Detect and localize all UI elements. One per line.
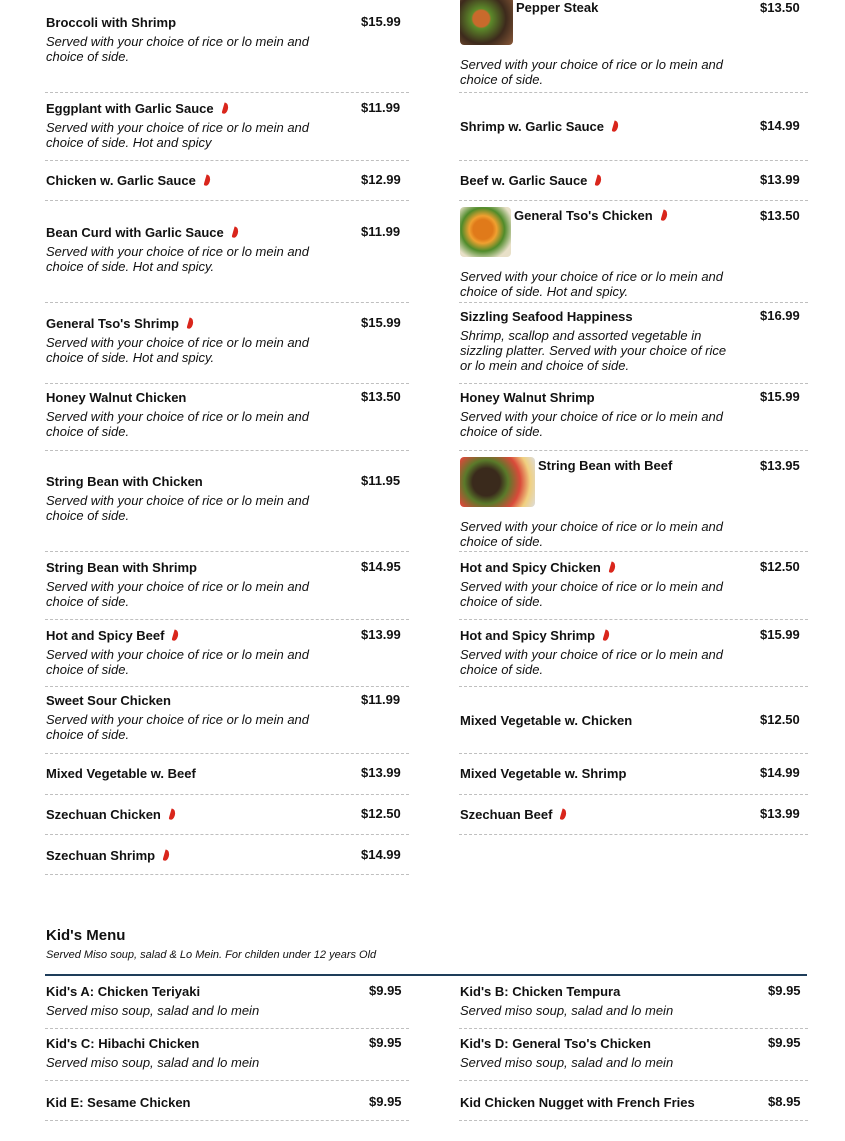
item-name bbox=[46, 316, 193, 331]
item-price: $13.99 bbox=[760, 806, 800, 821]
item-name-text: String Bean with Shrimp bbox=[46, 560, 197, 575]
menu-item bbox=[45, 201, 409, 303]
item-name-text: Beef w. Garlic Sauce bbox=[460, 173, 588, 188]
item-name-text: Szechuan Beef bbox=[460, 807, 553, 822]
kids-menu-subtitle: Served Miso soup, salad & Lo Mein. For childen under 12 years Old bbox=[46, 949, 377, 961]
menu-item bbox=[45, 384, 409, 451]
item-description: Served with your choice of rice or lo mein and choice of side. bbox=[460, 647, 724, 677]
item-name-text: Eggplant with Garlic Sauce bbox=[46, 101, 214, 116]
item-description: Served miso soup, salad and lo mein bbox=[46, 1055, 260, 1070]
chili-pepper-icon bbox=[612, 121, 620, 133]
chili-pepper-icon bbox=[231, 227, 239, 239]
dish-photo bbox=[460, 0, 513, 45]
item-name bbox=[516, 0, 598, 15]
menu-item bbox=[459, 1029, 808, 1081]
item-description: Served with your choice of rice or lo mein and choice of side. Hot and spicy bbox=[46, 120, 310, 150]
menu-item bbox=[45, 687, 409, 754]
item-name bbox=[460, 807, 566, 822]
chili-pepper-icon bbox=[221, 103, 229, 115]
item-name bbox=[460, 628, 609, 643]
item-name bbox=[46, 15, 176, 30]
item-name bbox=[460, 1036, 651, 1051]
item-price: $15.99 bbox=[760, 627, 800, 642]
dish-photo bbox=[460, 207, 511, 257]
item-name bbox=[46, 560, 197, 575]
item-price: $11.99 bbox=[361, 224, 401, 239]
item-name bbox=[460, 309, 633, 324]
item-name-text: Hot and Spicy Chicken bbox=[460, 560, 601, 575]
chili-pepper-icon bbox=[595, 175, 603, 187]
item-price: $9.95 bbox=[369, 983, 402, 998]
item-price: $16.99 bbox=[760, 308, 800, 323]
item-price: $14.99 bbox=[760, 765, 800, 780]
item-price: $9.95 bbox=[768, 1035, 801, 1050]
item-description: Served with your choice of rice or lo mein and choice of side. bbox=[46, 647, 310, 677]
menu-item bbox=[459, 161, 808, 201]
item-price: $12.99 bbox=[361, 172, 401, 187]
menu-item bbox=[459, 451, 808, 552]
item-name bbox=[460, 390, 595, 405]
item-name-text: Szechuan Chicken bbox=[46, 807, 161, 822]
item-description: Served miso soup, salad and lo mein bbox=[460, 1055, 674, 1070]
item-name-text: Kid E: Sesame Chicken bbox=[46, 1095, 191, 1110]
dish-photo bbox=[460, 457, 535, 507]
menu-item bbox=[45, 303, 409, 384]
item-name-text: General Tso's Shrimp bbox=[46, 316, 179, 331]
menu-item bbox=[459, 201, 808, 303]
item-name-text: Bean Curd with Garlic Sauce bbox=[46, 225, 224, 240]
item-name bbox=[46, 101, 228, 116]
item-price: $14.99 bbox=[760, 118, 800, 133]
item-name-text: Sweet Sour Chicken bbox=[46, 693, 171, 708]
menu-item bbox=[45, 552, 409, 620]
item-price: $13.50 bbox=[760, 0, 800, 15]
menu-item bbox=[459, 93, 808, 161]
item-name bbox=[538, 458, 672, 473]
menu-item bbox=[45, 1029, 409, 1081]
item-description: Served with your choice of rice or lo mein and choice of side. bbox=[46, 409, 310, 439]
item-price: $11.99 bbox=[361, 100, 401, 115]
menu-item bbox=[45, 0, 409, 93]
menu-item bbox=[459, 754, 808, 795]
menu-item bbox=[459, 303, 808, 384]
menu-item bbox=[45, 1081, 409, 1121]
item-name-text: Pepper Steak bbox=[516, 0, 599, 15]
chili-pepper-icon bbox=[186, 318, 194, 330]
item-description: Served with your choice of rice or lo mein and choice of side. bbox=[46, 34, 310, 64]
menu-item bbox=[459, 620, 808, 687]
item-price: $15.99 bbox=[361, 14, 401, 29]
item-name-text: Mixed Vegetable w. Chicken bbox=[460, 713, 633, 728]
item-name bbox=[514, 208, 667, 223]
menu-item bbox=[45, 451, 409, 552]
item-name bbox=[460, 1095, 695, 1110]
item-name bbox=[46, 766, 196, 781]
item-name bbox=[46, 984, 200, 999]
item-name-text: Kid's C: Hibachi Chicken bbox=[46, 1036, 200, 1051]
item-name bbox=[46, 807, 175, 822]
item-description: Served with your choice of rice or lo mein and choice of side. Hot and spicy. bbox=[46, 335, 310, 365]
item-name-text: Honey Walnut Chicken bbox=[46, 390, 187, 405]
chili-pepper-icon bbox=[660, 210, 668, 222]
menu-item bbox=[45, 93, 409, 161]
item-price: $9.95 bbox=[768, 983, 801, 998]
menu-item bbox=[459, 1081, 808, 1121]
menu-item bbox=[45, 161, 409, 201]
item-name-text: Shrimp w. Garlic Sauce bbox=[460, 119, 605, 134]
item-name-text: General Tso's Chicken bbox=[514, 208, 653, 223]
item-price: $9.95 bbox=[369, 1094, 402, 1109]
menu-item bbox=[459, 687, 808, 754]
item-description: Served miso soup, salad and lo mein bbox=[460, 1003, 674, 1018]
item-name bbox=[46, 474, 203, 489]
menu-item bbox=[459, 0, 808, 93]
item-price: $11.95 bbox=[361, 473, 401, 488]
item-name-text: Szechuan Shrimp bbox=[46, 848, 156, 863]
item-name-text: Kid's A: Chicken Teriyaki bbox=[46, 984, 201, 999]
chili-pepper-icon bbox=[603, 630, 611, 642]
item-name bbox=[46, 848, 169, 863]
item-price: $13.99 bbox=[361, 765, 401, 780]
menu-item bbox=[45, 754, 409, 795]
chili-pepper-icon bbox=[168, 809, 176, 821]
item-price: $13.99 bbox=[760, 172, 800, 187]
item-name-text: Mixed Vegetable w. Beef bbox=[46, 766, 196, 781]
item-name-text: String Bean with Chicken bbox=[46, 474, 203, 489]
menu-item bbox=[459, 976, 808, 1029]
item-price: $12.50 bbox=[760, 712, 800, 727]
kids-menu-title: Kid's Menu bbox=[46, 927, 126, 944]
chili-pepper-icon bbox=[608, 562, 616, 574]
item-description: Served with your choice of rice or lo mein and choice of side. bbox=[460, 519, 724, 549]
item-name bbox=[46, 628, 178, 643]
item-name bbox=[460, 173, 601, 188]
item-price: $13.99 bbox=[361, 627, 401, 642]
chili-pepper-icon bbox=[203, 175, 211, 187]
item-description: Served with your choice of rice or lo mein and choice of side. bbox=[460, 57, 724, 87]
item-price: $15.99 bbox=[760, 389, 800, 404]
item-description: Served with your choice of rice or lo mein and choice of side. Hot and spicy. bbox=[46, 244, 310, 274]
item-description: Served with your choice of rice or lo mein and choice of side. bbox=[460, 579, 724, 609]
item-name bbox=[46, 1095, 191, 1110]
item-name-text: Hot and Spicy Beef bbox=[46, 628, 165, 643]
item-description: Served with your choice of rice or lo mein and choice of side. bbox=[460, 409, 724, 439]
menu-item bbox=[45, 976, 409, 1029]
menu-item bbox=[459, 384, 808, 451]
item-name bbox=[46, 225, 238, 240]
item-price: $13.95 bbox=[760, 458, 800, 473]
item-price: $8.95 bbox=[768, 1094, 801, 1109]
item-name bbox=[460, 984, 620, 999]
item-name-text: Hot and Spicy Shrimp bbox=[460, 628, 596, 643]
item-price: $13.50 bbox=[361, 389, 401, 404]
item-name bbox=[46, 173, 210, 188]
item-price: $14.95 bbox=[361, 559, 401, 574]
item-name bbox=[46, 1036, 199, 1051]
kids-menu-divider bbox=[45, 974, 807, 976]
item-price: $13.50 bbox=[760, 208, 800, 223]
item-description: Served with your choice of rice or lo mein and choice of side. bbox=[46, 493, 310, 523]
item-price: $12.50 bbox=[361, 806, 401, 821]
menu-item bbox=[459, 795, 808, 835]
item-description: Served with your choice of rice or lo mein and choice of side. Hot and spicy. bbox=[460, 269, 724, 299]
chili-pepper-icon bbox=[560, 809, 568, 821]
item-description: Served miso soup, salad and lo mein bbox=[46, 1003, 260, 1018]
item-name bbox=[460, 766, 626, 781]
item-name-text: Kid Chicken Nugget with French Fries bbox=[460, 1095, 695, 1110]
item-price: $15.99 bbox=[361, 315, 401, 330]
item-name bbox=[460, 119, 618, 134]
item-price: $11.99 bbox=[361, 692, 401, 707]
item-name-text: Sizzling Seafood Happiness bbox=[460, 309, 633, 324]
item-description: Served with your choice of rice or lo mein and choice of side. bbox=[46, 712, 310, 742]
chili-pepper-icon bbox=[163, 850, 171, 862]
menu-item bbox=[459, 552, 808, 620]
menu-item bbox=[45, 620, 409, 687]
item-name-text: Chicken w. Garlic Sauce bbox=[46, 173, 196, 188]
item-name bbox=[46, 390, 186, 405]
item-name-text: Kid's D: General Tso's Chicken bbox=[460, 1036, 651, 1051]
item-description: Served with your choice of rice or lo mein and choice of side. bbox=[46, 579, 310, 609]
item-description: Shrimp, scallop and assorted vegetable in sizzling platter. Served with your choice of rice or lo mein and choice of side. bbox=[460, 328, 727, 373]
item-name-text: Honey Walnut Shrimp bbox=[460, 390, 595, 405]
menu-item bbox=[45, 795, 409, 835]
item-name-text: Broccoli with Shrimp bbox=[46, 15, 177, 30]
menu-item bbox=[45, 835, 409, 875]
chili-pepper-icon bbox=[172, 630, 180, 642]
item-name-text: Kid's B: Chicken Tempura bbox=[460, 984, 621, 999]
item-name bbox=[46, 693, 171, 708]
item-price: $9.95 bbox=[369, 1035, 402, 1050]
item-price: $14.99 bbox=[361, 847, 401, 862]
item-name-text: Mixed Vegetable w. Shrimp bbox=[460, 766, 627, 781]
item-price: $12.50 bbox=[760, 559, 800, 574]
item-name bbox=[460, 560, 615, 575]
item-name bbox=[460, 713, 632, 728]
item-name-text: String Bean with Beef bbox=[538, 458, 673, 473]
